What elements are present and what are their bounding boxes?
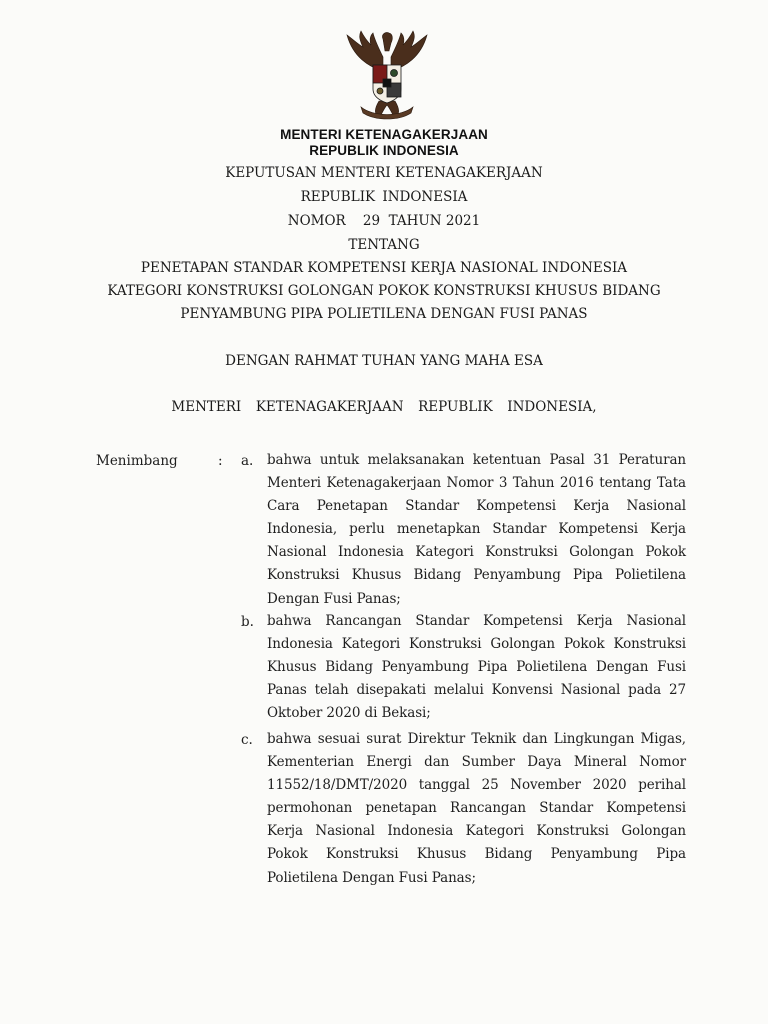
decree-type: KEPUTUSAN MENTERI KETENAGAKERJAAN	[225, 165, 543, 181]
garuda-emblem-icon	[339, 27, 435, 125]
considering-item-c: bahwa sesuai surat Direktur Teknik dan Lingkungan Migas, Kementerian Energi dan Sumber Daya Mineral Nomor 11552/18/DMT/2020 tanggal 25 November 2020 perihal permohonan penetapan Rancangan Standar Kompetensi Kerja Nasional Indonesia Kategori Konstruksi Golongan Pokok Konstruksi Khusus Bidang Penyambung Pipa Polietilena Dengan Fusi Panas;	[267, 731, 686, 886]
decree-title-line: PENETAPAN STANDAR KOMPETENSI KERJA NASIONAL INDONESIA	[140, 260, 628, 276]
decree-about: TENTANG	[348, 237, 420, 253]
decree-number: NOMOR 29 TAHUN 2021	[287, 213, 481, 229]
item-letter: b.	[241, 614, 254, 630]
considering-item-a: bahwa untuk melaksanakan ketentuan Pasal 31 Peraturan Menteri Ketenagakerjaan Nomor 3 Tahun 2016 tentang Tata Cara Penetapan Standar Kompetensi Kerja Nasional Indonesia, perlu menetapkan Standar Kompetensi Kerja Nasional Indonesia Kategori Konstruksi Golongan Pokok Konstruksi Khusus Bidang Penyambung Pipa Polietilena Dengan Fusi Panas;	[267, 452, 686, 607]
opening-phrase: DENGAN RAHMAT TUHAN YANG MAHA ESA	[225, 353, 543, 369]
decree-title-line: PENYAMBUNG PIPA POLIETILENA DENGAN FUSI PANAS	[180, 306, 588, 322]
ministry-header-line2: REPUBLIK INDONESIA	[309, 143, 459, 158]
considering-label: Menimbang	[96, 453, 178, 469]
authority-line: MENTERI KETENAGAKERJAAN REPUBLIK INDONESIA,	[171, 399, 597, 415]
ministry-header-line1: MENTERI KETENAGAKERJAAN	[280, 127, 488, 142]
item-letter: c.	[241, 732, 253, 748]
item-letter: a.	[241, 453, 254, 469]
decree-country: REPUBLIK INDONESIA	[300, 189, 468, 205]
considering-colon: :	[218, 453, 223, 469]
decree-title-line: KATEGORI KONSTRUKSI GOLONGAN POKOK KONSTRUKSI KHUSUS BIDANG	[107, 283, 661, 299]
considering-item-b: bahwa Rancangan Standar Kompetensi Kerja Nasional Indonesia Kategori Konstruksi Golongan Pokok Konstruksi Khusus Bidang Penyambung Pipa Polietilena Dengan Fusi Panas telah disepakati melalui Konvensi Nasional pada 27 Oktober 2020 di Bekasi;	[267, 613, 686, 722]
